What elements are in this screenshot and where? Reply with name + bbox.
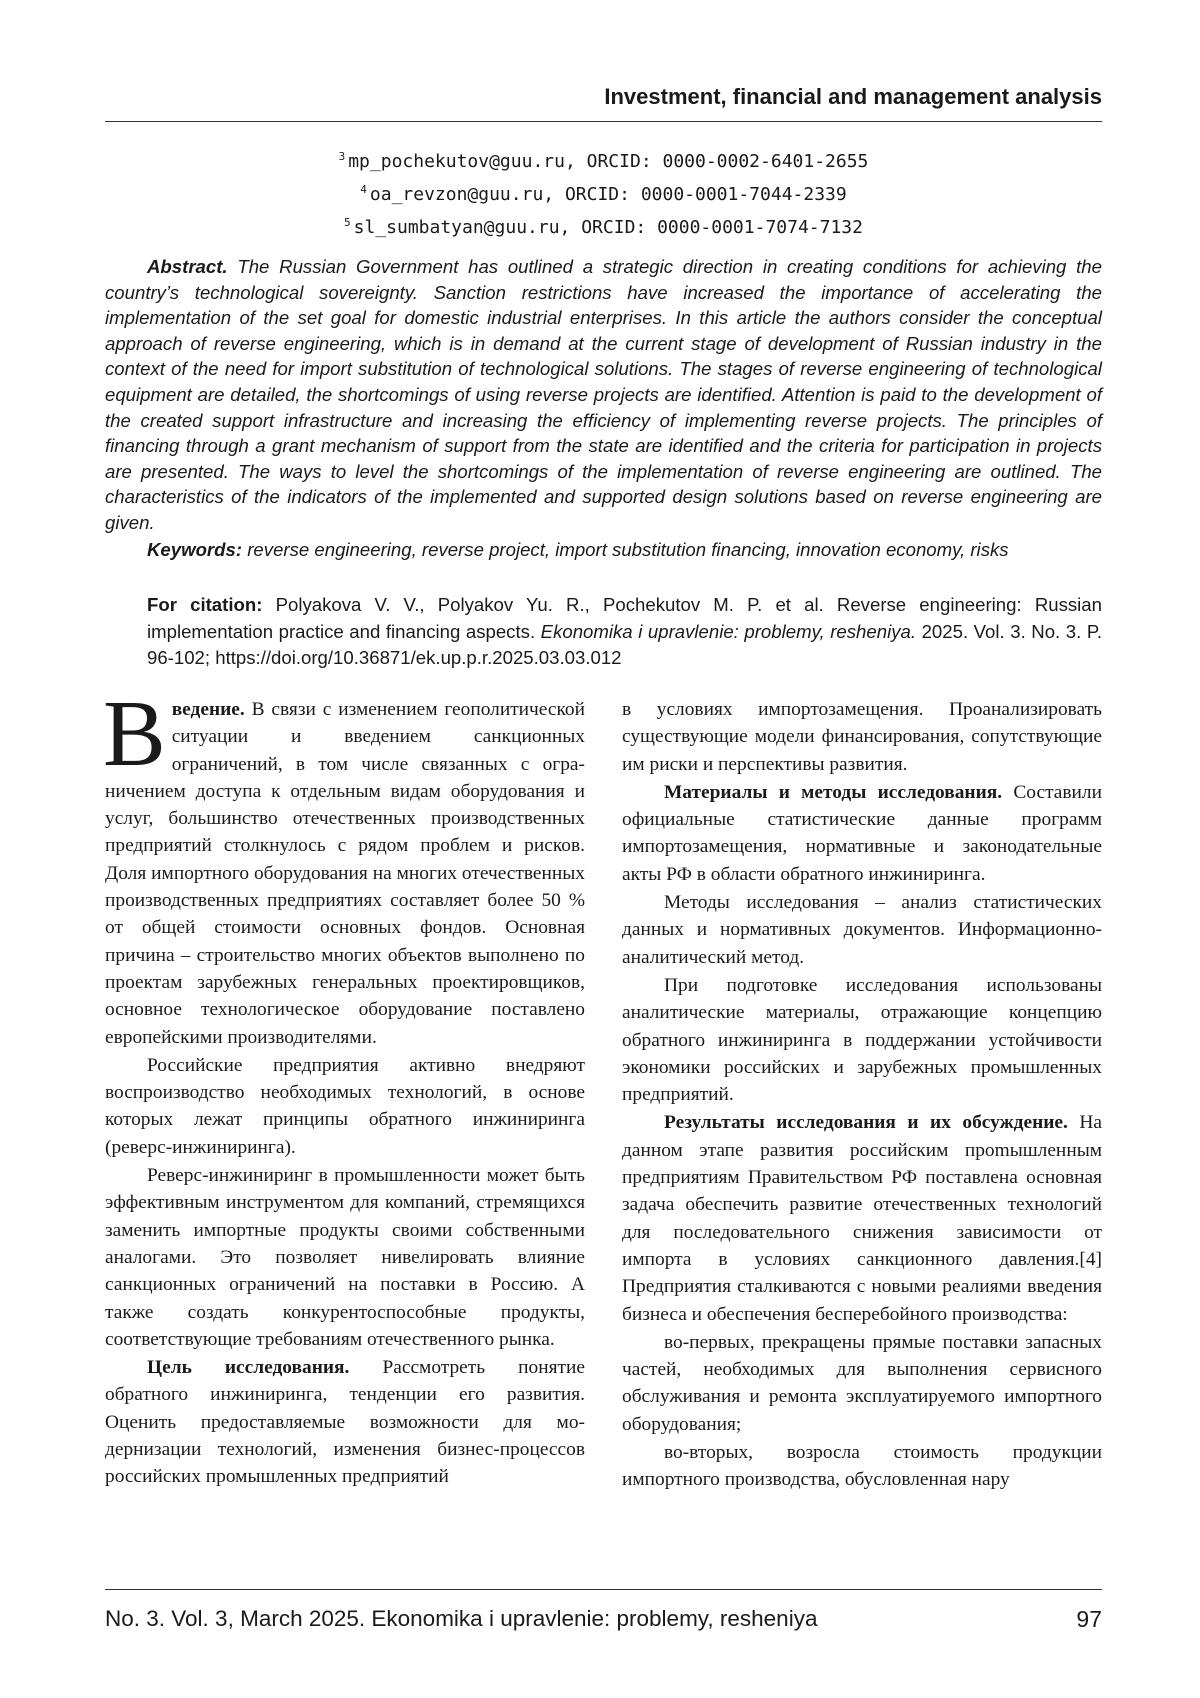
intro-text: В связи с изменением геополитической ситуации и введением санкционных ограничений, в том числе связанных с ограничением доступа к отдельным видам оборудования и услуг, большинство отечественных производственных предприятий столкнулось с рядом проблем и рисков. Доля импортного оборудования на многих отечественных производственных предприятиях составляет более 50 % от общей стоимости основных фондов. Основная причина – строительство многих объектов выполнено по проектам зарубежных генеральных проектировщиков, основное технологическое оборудование поставлено европейскими производителями. (105, 699, 585, 1048)
contact-number: 3 (338, 150, 346, 163)
paragraph: во-вторых, возросла стоимость продукции импортного производства, обусловленная нару (622, 1442, 1102, 1491)
body-right-column (622, 696, 1102, 1495)
citation-label: For citation: (147, 594, 263, 615)
abstract (105, 254, 1102, 536)
footer-journal-line: No. 3. Vol. 3, March 2025. Ekonomika i upravlenie: problemy, resheniya (105, 1606, 818, 1631)
footer-divider (105, 1589, 1102, 1590)
goal-heading: Цель исследования. (147, 1357, 350, 1379)
methods-paragraph (622, 779, 1102, 888)
contact-line (105, 209, 1102, 242)
citation-details: 2025. Vol. 3. No. 3. P. 96-102; https://doi.org/10.36871/ek.up.p.r.2025.03.03.012 (147, 620, 1103, 668)
paragraph: Российские предприятия активно внедряют воспроизводство необходимых технологий, в основе которых лежат принципы обратного инжиниринга (реверс-инжиниринга). (105, 1054, 585, 1158)
goal-text: Рассмотреть понятие обратного инжиниринга, тенденции его развития. Оценить предоставляемые возможности для модернизации технологий, изменения бизнес-процессов российских промышленных предприятий (105, 1357, 585, 1488)
drop-cap: В (103, 682, 166, 786)
citation-journal: Ekonomika i upravlenie: problemy, resheniya. (540, 620, 917, 642)
abstract-text: The Russian Government has outlined a strategic direction in creating conditions for achieving the country’s technological sovereignty. Sanction restrictions have increased the importance of accelerating the implementation of the set goal for domestic industrial enterprises. In this article the authors consider the conceptual approach of reverse engineering, which is in demand at the current stage of development of Russian industry in the context of the need for import substitution of technological solutions. The stages of reverse engineering of technological equipment are detailed, the shortcomings of using reverse projects are identified. Attention is paid to the development of the created support infrastructure and increasing the efficiency of implementing reverse projects. The principles of financing through a grant mechanism of support from the state are identified and the criteria for participation in projects are presented. The ways to level the shortcomings of the implementation of reverse engineering are outlined. The characteristics of the indicators of the implemented and supported design solutions based on reverse engineering are given. (105, 256, 1102, 533)
methods-text: Составили официальные статистические данные программ импортозамещения, нормативные и законодательные акты РФ в области обратного инжиниринга. (622, 781, 1102, 885)
contact-text: mp_pochekutov@guu.ru, ORCID: 0000-0002-6401-2655 (348, 151, 869, 172)
contact-line (105, 143, 1102, 176)
results-heading: Результаты исследования и их обсуждение. (664, 1112, 1068, 1134)
paragraph: во-первых, прекращены прямые поставки запасных частей, необходимых для выполнения сервисного обслуживания и ремонта эксплуатируемого импортного оборудования; (622, 1331, 1102, 1435)
intro-paragraph (103, 682, 585, 1051)
running-header: Investment, financial and management analysis (604, 84, 1102, 109)
contact-number: 4 (360, 183, 367, 196)
keywords (147, 537, 1102, 563)
contact-text: oa_revzon@guu.ru, ORCID: 0000-0001-7044-2339 (369, 184, 847, 205)
header-divider (105, 121, 1102, 122)
results-text: На данном этапе развития российским проmышленным предприятиям Правительством РФ поставлена основная задача обеспечить развитие отечественных технологий для последовательного снижения зависимости от импорта в условиях санкционного давления.[4] Предприятия сталкиваются с новыми реалиями введения бизнеса и обеспечения бесперебойного производства: (622, 1112, 1102, 1325)
results-paragraph (622, 1109, 1102, 1327)
contact-text: sl_sumbatyan@guu.ru, ORCID: 0000-0001-7074-7132 (353, 217, 863, 238)
paragraph: При подготовке исследования использованы аналитические материалы, отражающие концепцию обратного инжиниринга в поддержании устойчивости экономики российских и зарубежных промышленных предприятий. (622, 974, 1102, 1106)
body-left-column (103, 682, 585, 1492)
goal-paragraph (105, 1354, 585, 1490)
keywords-label: Keywords: (147, 539, 243, 560)
citation (147, 592, 1102, 672)
citation-authors-title: Polyakova V. V., Polyakov Yu. R., Pochekutov M. P. et al. Reverse engineering: Russian implementation practice and financing aspects. (147, 594, 1102, 642)
author-contacts (105, 143, 1102, 242)
methods-heading: Материалы и методы исследования. (664, 781, 1003, 803)
page-number: 97 (1076, 1606, 1102, 1632)
paragraph: Реверс-инжиниринг в промышленности может быть эффективным инструментом для компаний, стремящихся заменить импортные продукты своими собственными аналогами. Это позволяет нивелировать влияние санкционных ограничений на поставки в Россию. А также создать конкурентоспособные продукты, соответствующие требованиям отечественного рынка. (105, 1165, 585, 1350)
contact-line (105, 176, 1102, 209)
intro-heading: ведение. (171, 699, 245, 720)
keywords-text: reverse engineering, reverse project, import substitution financing, innovation economy, risks (247, 539, 1009, 560)
abstract-label: Abstract. (147, 256, 228, 277)
page-footer (105, 1606, 1102, 1632)
paragraph: в условиях импортозамещения. Проанализировать существующие модели финансирования, сопутствующие им риски и перспективы развития. (622, 699, 1102, 775)
contact-number: 5 (344, 216, 351, 229)
paragraph: Методы исследования – анализ статистических данных и нормативных документов. Информационно-аналитический метод. (622, 892, 1102, 968)
